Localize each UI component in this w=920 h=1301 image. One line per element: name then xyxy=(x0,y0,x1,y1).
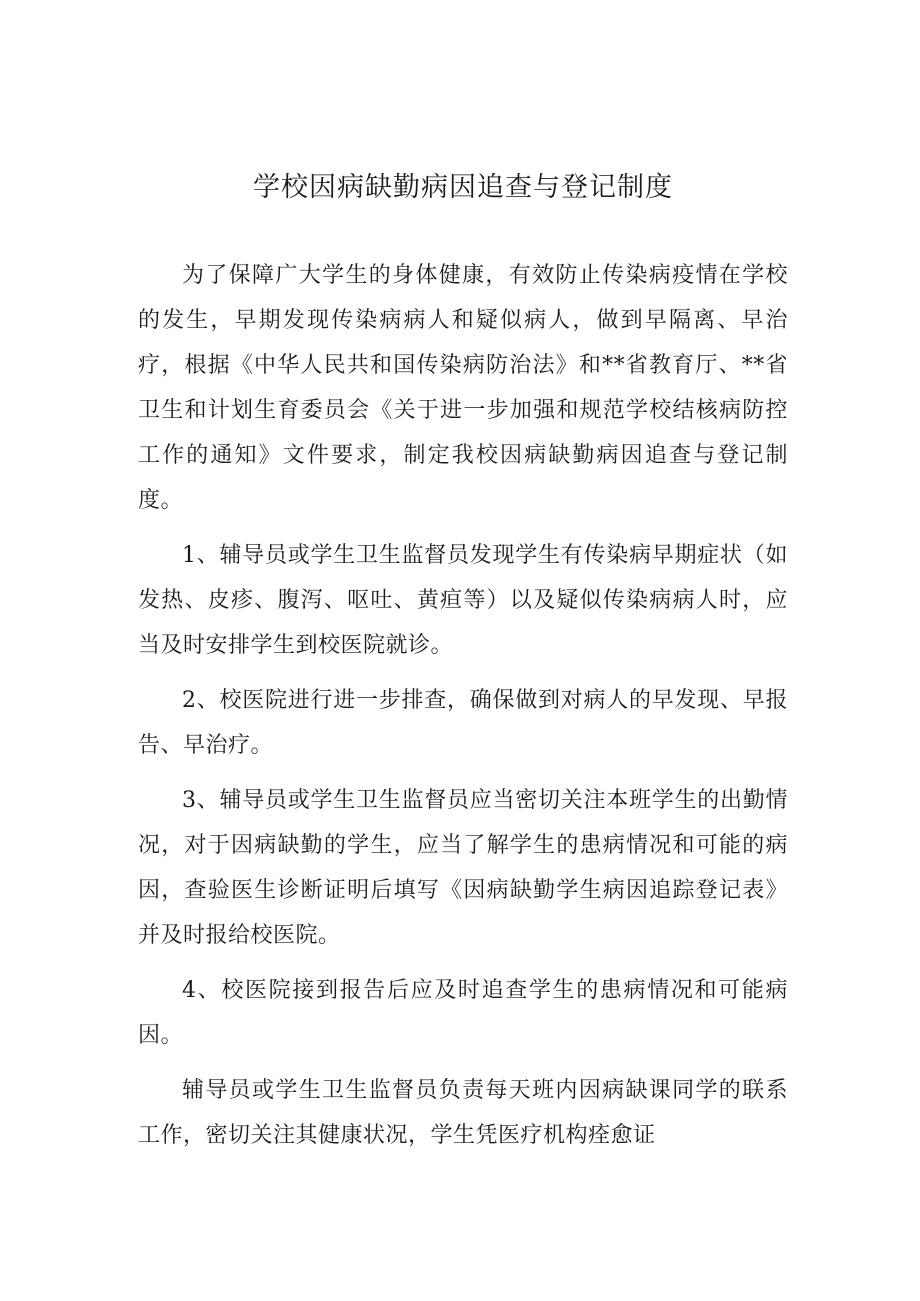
document-body xyxy=(138,253,788,1168)
paragraph-item-3: 3、辅导员或学生卫生监督员应当密切关注本班学生的出勤情况，对于因病缺勤的学生，应当了解学生的患病情况和可能的病因，查验医生诊断证明后填写《因病缺勤学生病因追踪登记表》并及时报给校医院。 xyxy=(138,788,788,948)
paragraph-closing: 辅导员或学生卫生监督员负责每天班内因病缺课同学的联系工作，密切关注其健康状况，学生凭医疗机构痊愈证 xyxy=(138,1078,788,1148)
paragraph-item-1: 1、辅导员或学生卫生监督员发现学生有传染病早期症状（如发热、皮疹、腹泻、呕吐、黄疸等）以及疑似传染病病人时，应当及时安排学生到校医院就诊。 xyxy=(138,543,788,658)
document-title: 学校因病缺勤病因追查与登记制度 xyxy=(253,172,673,203)
paragraph-intro: 为了保障广大学生的身体健康，有效防止传染病疫情在学校的发生，早期发现传染病病人和疑似病人，做到早隔离、早治疗，根据《中华人民共和国传染病防治法》和**省教育厅、**省卫生和计划生育委员会《关于进一步加强和规范学校结核病防控工作的通知》文件要求，制定我校因病缺勤病因追查与登记制度。 xyxy=(138,263,788,513)
paragraph-item-4: 4、校医院接到报告后应及时追查学生的患病情况和可能病因。 xyxy=(138,978,788,1048)
paragraph-item-2: 2、校医院进行进一步排查，确保做到对病人的早发现、早报告、早治疗。 xyxy=(138,688,788,758)
